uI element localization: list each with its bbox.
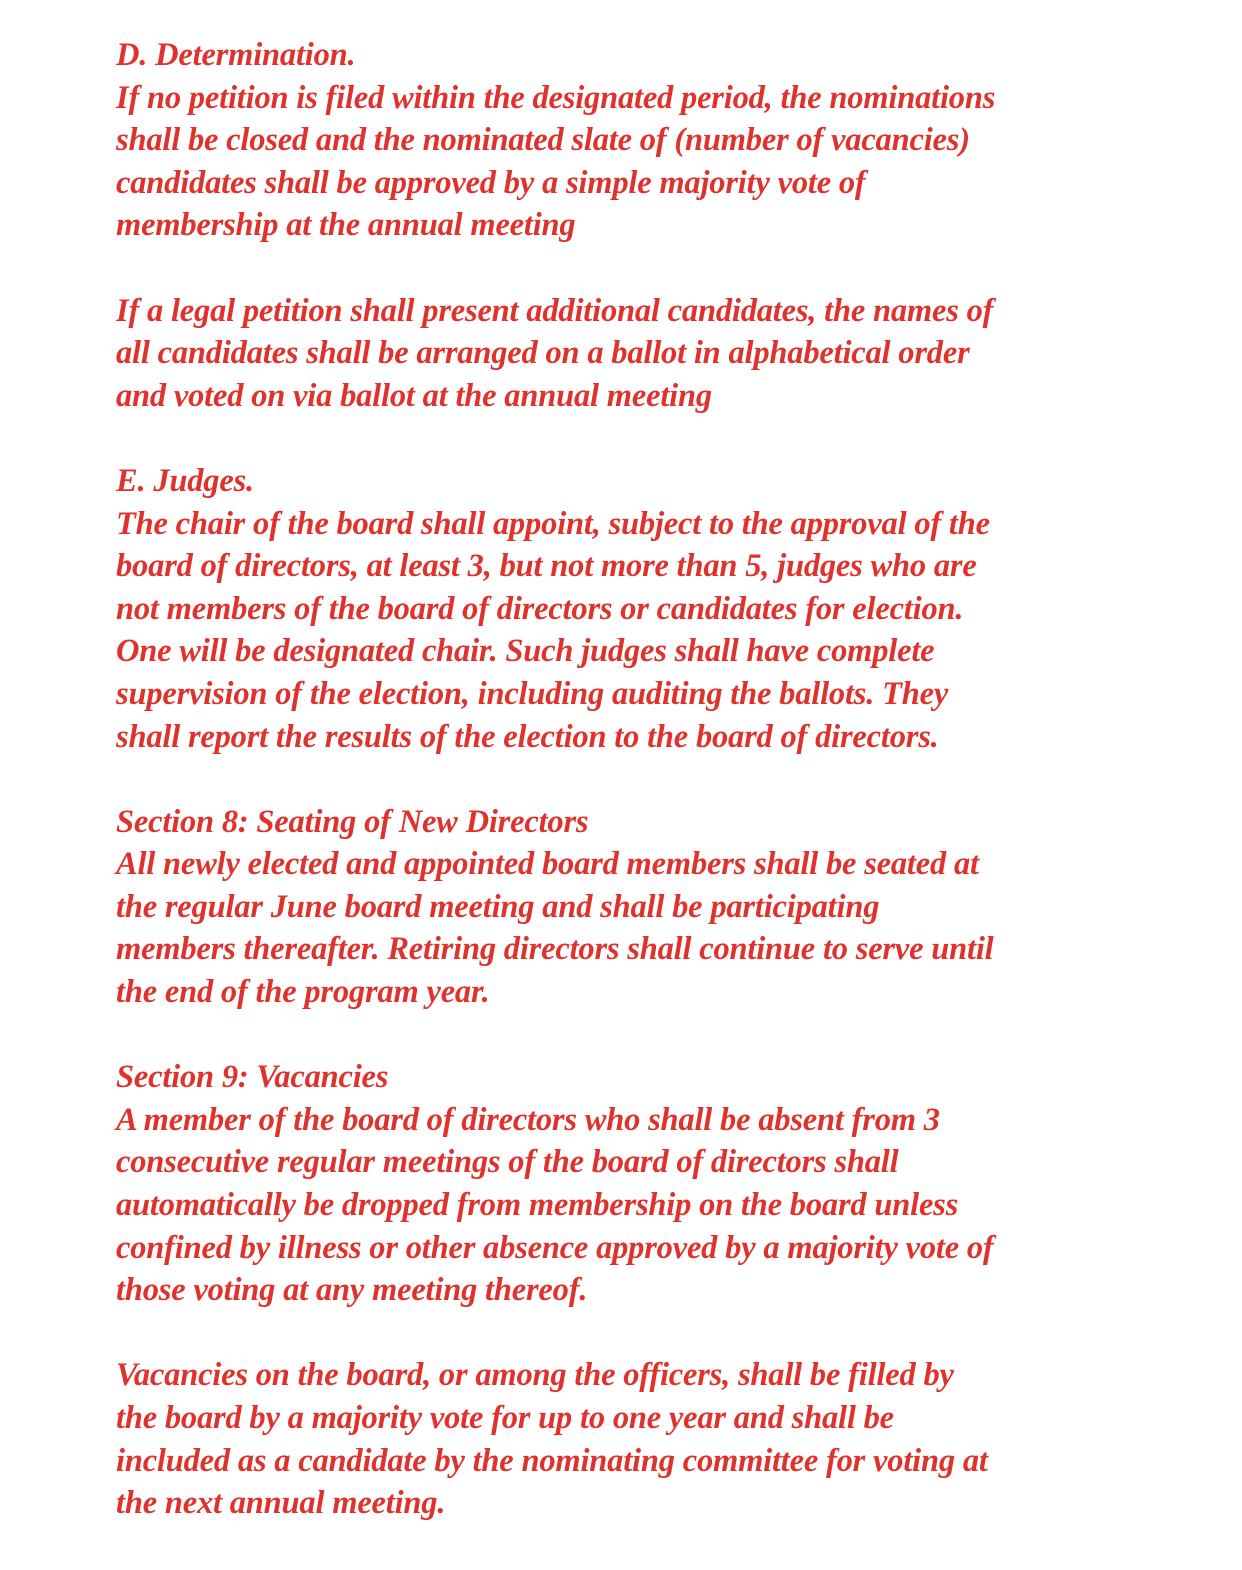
text-line: not members of the board of directors or candidates for election. <box>116 590 964 627</box>
text-line: The chair of the board shall appoint, subject to the approval of the <box>116 505 990 542</box>
text-line: confined by illness or other absence approved by a majority vote of <box>116 1229 994 1266</box>
text-line: board of directors, at least 3, but not more than 5, judges who are <box>116 548 977 585</box>
section-spacer <box>116 758 1146 801</box>
text-line: candidates shall be approved by a simple majority vote of <box>116 164 866 201</box>
text-line: One will be designated chair. Such judges shall have complete <box>116 633 935 670</box>
paragraph <box>116 290 1146 418</box>
paragraph-spacer <box>116 1312 1146 1355</box>
section-heading: Section 9: Vacancies <box>116 1059 389 1096</box>
section-heading: D. Determination. <box>116 37 356 73</box>
text-line: All newly elected and appointed board members shall be seated at <box>116 846 979 883</box>
text-line: the next annual meeting. <box>116 1485 446 1522</box>
text-line: members thereafter. Retiring directors shall continue to serve until <box>116 931 994 968</box>
section-seating-new-directors <box>116 801 1146 1014</box>
section-spacer <box>116 1014 1146 1057</box>
text-line: If no petition is filed within the designated period, the nominations <box>116 79 996 116</box>
paragraph <box>116 1099 1146 1312</box>
section-vacancies <box>116 1056 1146 1525</box>
text-line: the regular June board meeting and shall be participating <box>116 888 880 925</box>
text-line: the end of the program year. <box>116 974 490 1011</box>
text-line: If a legal petition shall present additional candidates, the names of <box>116 292 994 329</box>
text-line: A member of the board of directors who shall be absent from 3 <box>116 1101 940 1138</box>
paragraph <box>116 1354 1146 1524</box>
text-line: shall be closed and the nominated slate of (number of vacancies) <box>116 122 970 159</box>
text-line: included as a candidate by the nominating committee for voting at <box>116 1442 988 1479</box>
document-page <box>116 34 1146 1525</box>
text-line: consecutive regular meetings of the board of directors shall <box>116 1144 899 1181</box>
paragraph <box>116 503 1146 759</box>
section-heading: E. Judges. <box>116 462 254 499</box>
paragraph-spacer <box>116 247 1146 290</box>
text-line: shall report the results of the election to the board of directors. <box>116 718 939 755</box>
paragraph <box>116 843 1146 1013</box>
section-judges <box>116 460 1146 758</box>
section-spacer <box>116 417 1146 460</box>
text-line: the board by a majority vote for up to one year and shall be <box>116 1400 894 1436</box>
text-line: and voted on via ballot at the annual meeting <box>116 377 712 414</box>
paragraph <box>116 77 1146 247</box>
text-line: membership at the annual meeting <box>116 207 576 244</box>
section-heading: Section 8: Seating of New Directors <box>116 803 589 840</box>
text-line: supervision of the election, including auditing the ballots. They <box>116 675 949 712</box>
text-line: those voting at any meeting thereof. <box>116 1272 588 1309</box>
text-line: Vacancies on the board, or among the officers, shall be filled by <box>116 1357 954 1394</box>
text-line: all candidates shall be arranged on a ballot in alphabetical order <box>116 335 970 372</box>
text-line: automatically be dropped from membership on the board unless <box>116 1187 959 1224</box>
section-determination <box>116 34 1146 417</box>
